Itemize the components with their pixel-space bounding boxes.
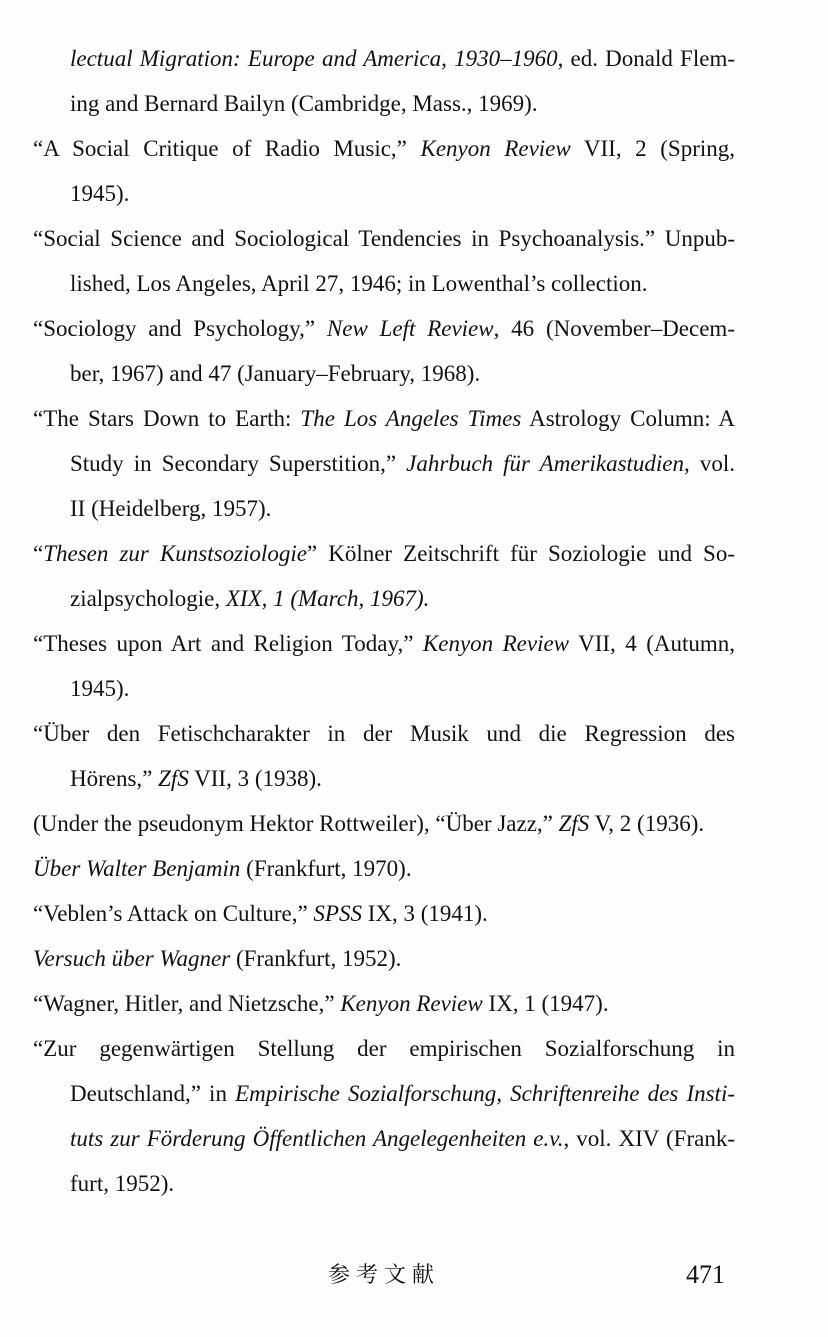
entry-line: [33, 1116, 735, 1161]
entry-line: [33, 126, 735, 171]
footer-section-title: 参考文献: [327, 1262, 440, 1287]
bibliography-entry: [33, 846, 735, 891]
italic-text-run: Versuch über Wagner: [33, 946, 231, 971]
entry-line: [33, 936, 735, 981]
bibliography-entry: [33, 891, 735, 936]
entry-line: [33, 756, 735, 801]
entry-line: [33, 351, 735, 396]
text-run: “The Stars Down to Earth:: [33, 406, 301, 431]
text-run: “Wagner, Hitler, and Nietzsche,”: [33, 991, 341, 1016]
text-run: Hörens,”: [70, 766, 159, 791]
text-run: (Frankfurt, 1952).: [230, 946, 402, 971]
text-run: ing and Bernard Bailyn (Cambridge, Mass., 1969).: [70, 91, 538, 116]
entry-line: [33, 441, 735, 486]
text-run: zialpsychologie,: [70, 586, 226, 611]
text-run: (Frankfurt, 1970).: [240, 856, 412, 881]
text-run: “A Social Critique of Radio Music,”: [33, 136, 421, 161]
text-run: “Social Science and Sociological Tendencies in Psychoanalysis.” Unpub-: [33, 226, 735, 251]
bibliography-entry: [33, 531, 735, 621]
entry-line: [33, 486, 735, 531]
italic-text-run: tuts zur Förderung Öffentlichen Angelegenheiten e.v.: [70, 1126, 564, 1151]
text-run: IX, 1 (1947).: [482, 991, 609, 1016]
italic-text-run: Kenyon Review: [420, 136, 571, 161]
entry-line: [33, 801, 735, 846]
bibliography-entry: [33, 801, 735, 846]
text-run: , vol.: [684, 451, 736, 476]
entry-line: [33, 1161, 735, 1206]
italic-text-run: Thesen zur Kunstsoziologie: [43, 541, 307, 566]
text-run: 1945).: [70, 676, 130, 701]
entry-line: [33, 216, 735, 261]
text-run: “: [33, 541, 44, 566]
entry-line: [33, 621, 735, 666]
text-run: II (Heidelberg, 1957).: [70, 496, 272, 521]
entry-line: [33, 666, 735, 711]
italic-text-run: lectual Migration: Europe and America, 1930–1960: [70, 46, 558, 71]
text-run: VII, 3 (1938).: [188, 766, 322, 791]
italic-text-run: SPSS: [313, 901, 362, 926]
italic-text-run: The Los Angeles Times: [300, 406, 522, 431]
text-run: 1945).: [70, 181, 130, 206]
text-run: V, 2 (1936).: [589, 811, 705, 836]
entry-line: [33, 891, 735, 936]
entry-line: [33, 1026, 735, 1071]
bibliography-entry: [33, 981, 735, 1026]
entry-line: [33, 711, 735, 756]
entry-line: [33, 306, 735, 351]
italic-text-run: Jahrbuch für Amerikastudien: [406, 451, 685, 476]
entry-line: [33, 531, 735, 576]
text-run: VII, 2 (Spring,: [570, 136, 735, 161]
text-run: (Under the pseudonym Hektor Rottweiler), “Über Jazz,”: [33, 811, 559, 836]
text-run: furt, 1952).: [70, 1171, 175, 1196]
text-run: VII, 4 (Autumn,: [569, 631, 735, 656]
bibliography-list: [33, 36, 735, 1206]
entry-line: [33, 1071, 735, 1116]
entry-line: [33, 36, 735, 81]
bibliography-entry: [33, 126, 735, 216]
bibliography-entry: [33, 621, 735, 711]
text-run: ber, 1967) and 47 (January–February, 1968).: [70, 361, 481, 386]
text-run: , ed. Donald Flem-: [557, 46, 735, 71]
text-run: IX, 3 (1941).: [361, 901, 488, 926]
entry-line: [33, 81, 735, 126]
entry-line: [33, 396, 735, 441]
text-run: “Sociology and Psychology,”: [33, 316, 327, 341]
bibliography-entry: [33, 36, 735, 126]
italic-text-run: New Left Review: [326, 316, 494, 341]
entry-line: [33, 171, 735, 216]
text-run: , 46 (November–Decem-: [493, 316, 735, 341]
text-run: Study in Secondary Superstition,”: [70, 451, 407, 476]
bibliography-entry: [33, 306, 735, 396]
entry-line: [33, 261, 735, 306]
page-number: 471: [686, 1260, 725, 1289]
italic-text-run: Über Walter Benjamin: [33, 856, 241, 881]
text-run: , vol. XIV (Frank-: [563, 1126, 735, 1151]
text-run: “Theses upon Art and Religion Today,”: [33, 631, 423, 656]
text-run: “Veblen’s Attack on Culture,”: [33, 901, 314, 926]
italic-text-run: Kenyon Review: [422, 631, 570, 656]
bibliography-entry: [33, 396, 735, 531]
italic-text-run: Kenyon Review: [340, 991, 483, 1016]
italic-text-run: XIX, 1 (March, 1967).: [225, 586, 430, 611]
text-run: ” Kölner Zeitschrift für Soziologie und So-: [306, 541, 735, 566]
bibliography-entry: [33, 711, 735, 801]
entry-line: [33, 576, 735, 621]
text-run: Astrology Column: A: [521, 406, 735, 431]
bibliography-entry: [33, 216, 735, 306]
text-run: Deutschland,” in: [70, 1081, 236, 1106]
italic-text-run: ZfS: [158, 766, 189, 791]
entry-line: [33, 981, 735, 1026]
italic-text-run: Empirische Sozialforschung, Schriftenreihe des Insti-: [235, 1081, 735, 1106]
text-run: “Zur gegenwärtigen Stellung der empirischen Sozialforschung in: [33, 1036, 735, 1061]
italic-text-run: ZfS: [558, 811, 590, 836]
bibliography-entry: [33, 1026, 735, 1206]
text-run: “Über den Fetischcharakter in der Musik und die Regression des: [33, 721, 735, 746]
text-run: lished, Los Angeles, April 27, 1946; in Lowenthal’s collection.: [70, 271, 648, 296]
page-footer: [33, 1252, 735, 1297]
entry-line: [33, 846, 735, 891]
bibliography-entry: [33, 936, 735, 981]
